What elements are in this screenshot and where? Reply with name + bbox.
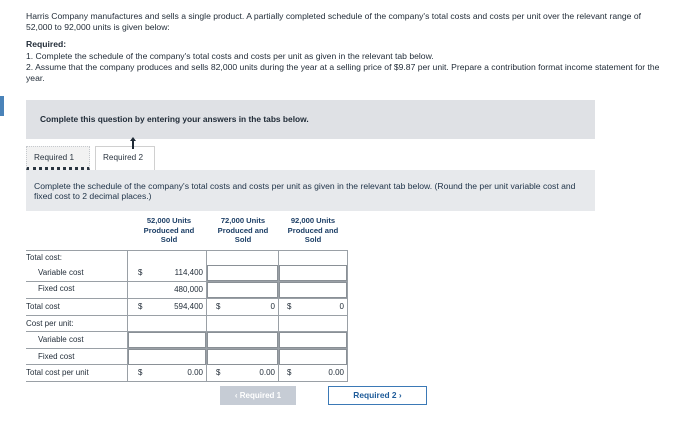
col-header-line: 92,000 Units bbox=[290, 216, 336, 225]
variable-cost-52000: 114,400 bbox=[174, 268, 203, 277]
currency-symbol: $ bbox=[287, 302, 292, 311]
currency-symbol: $ bbox=[138, 368, 143, 377]
currency-symbol: $ bbox=[287, 368, 292, 377]
row-label-fixed-cost-per-unit: Fixed cost bbox=[38, 352, 75, 361]
mouse-cursor-icon bbox=[129, 137, 137, 149]
currency-symbol: $ bbox=[216, 368, 221, 377]
col-header-line: Sold bbox=[304, 235, 322, 244]
fixed-cost-per-unit-92000-input[interactable] bbox=[279, 349, 347, 365]
question-panel bbox=[26, 170, 595, 211]
panel-instructions: Complete the schedule of the company's total costs and costs per unit as given in the relevant tab below. (Round the per unit variable cost and fixed cost to 2 decimal places.) bbox=[34, 181, 576, 201]
row-label-total-cost-heading: Total cost: bbox=[26, 253, 63, 262]
row-label-fixed-cost: Fixed cost bbox=[38, 284, 75, 293]
requirement-2: 2. Assume that the company produces and sells 82,000 units during the year at a selling price of $9.87 per unit. Prepare a contribution format income statement for the year. bbox=[26, 62, 660, 83]
total-cost-52000: 594,400 bbox=[174, 302, 203, 311]
column-header-52000 bbox=[136, 216, 202, 245]
variable-cost-per-unit-72000-input[interactable] bbox=[207, 332, 278, 348]
next-required-2-button[interactable]: Required 2 › bbox=[328, 386, 427, 405]
total-cost-per-unit-52000: 0.00 bbox=[187, 368, 203, 377]
fixed-cost-92000-input[interactable] bbox=[279, 282, 347, 298]
fixed-cost-72000-input[interactable] bbox=[207, 282, 278, 298]
problem-intro: Harris Company manufactures and sells a single product. A partially completed schedule of the company's total costs and costs per unit over the relevant range of 52,000 to 92,000 units is given below: bbox=[26, 11, 641, 32]
column-header-92000 bbox=[280, 216, 346, 245]
row-label-total-cost-per-unit: Total cost per unit bbox=[26, 368, 89, 377]
variable-cost-per-unit-52000-input[interactable] bbox=[128, 332, 206, 348]
requirement-1: 1. Complete the schedule of the company's total costs and costs per unit as given in the relevant tab below. bbox=[26, 51, 434, 61]
column-header-72000 bbox=[210, 216, 276, 245]
fixed-cost-52000: 480,000 bbox=[174, 285, 203, 294]
col-header-line: 72,000 Units bbox=[220, 216, 266, 225]
variable-cost-per-unit-92000-input[interactable] bbox=[279, 332, 347, 348]
col-header-line: Produced and bbox=[287, 225, 339, 235]
required-heading: Required: bbox=[26, 39, 67, 49]
left-accent-bar bbox=[0, 96, 4, 116]
tab-required-1[interactable]: Required 1 bbox=[26, 146, 90, 170]
col-header-line: Sold bbox=[160, 235, 178, 244]
tab-required-2[interactable]: Required 2 bbox=[95, 146, 155, 170]
previous-required-1-button[interactable]: ‹ Required 1 bbox=[220, 386, 296, 405]
total-cost-per-unit-92000: 0.00 bbox=[328, 368, 344, 377]
row-label-variable-cost-per-unit: Variable cost bbox=[38, 335, 84, 344]
table-rule bbox=[26, 315, 348, 316]
col-header-line: 52,000 Units bbox=[146, 216, 192, 225]
row-label-variable-cost: Variable cost bbox=[38, 268, 84, 277]
total-cost-92000: 0 bbox=[339, 302, 344, 311]
total-cost-72000: 0 bbox=[270, 302, 275, 311]
instruction-bar bbox=[26, 100, 595, 139]
table-rule bbox=[26, 250, 348, 251]
total-cost-per-unit-72000: 0.00 bbox=[259, 368, 275, 377]
fixed-cost-per-unit-72000-input[interactable] bbox=[207, 349, 278, 365]
table-rule-vertical bbox=[347, 250, 348, 381]
currency-symbol: $ bbox=[138, 268, 143, 277]
instruction-text: Complete this question by entering your answers in the tabs below. bbox=[40, 114, 309, 124]
currency-symbol: $ bbox=[216, 302, 221, 311]
fixed-cost-per-unit-52000-input[interactable] bbox=[128, 349, 206, 365]
row-label-cost-per-unit-heading: Cost per unit: bbox=[26, 319, 74, 328]
col-header-line: Sold bbox=[234, 235, 252, 244]
currency-symbol: $ bbox=[138, 302, 143, 311]
col-header-line: Produced and bbox=[217, 225, 269, 235]
row-label-total-cost: Total cost bbox=[26, 302, 60, 311]
variable-cost-92000-input[interactable] bbox=[279, 265, 347, 281]
col-header-line: Produced and bbox=[143, 225, 195, 235]
table-rule bbox=[26, 381, 348, 382]
variable-cost-72000-input[interactable] bbox=[207, 265, 278, 281]
